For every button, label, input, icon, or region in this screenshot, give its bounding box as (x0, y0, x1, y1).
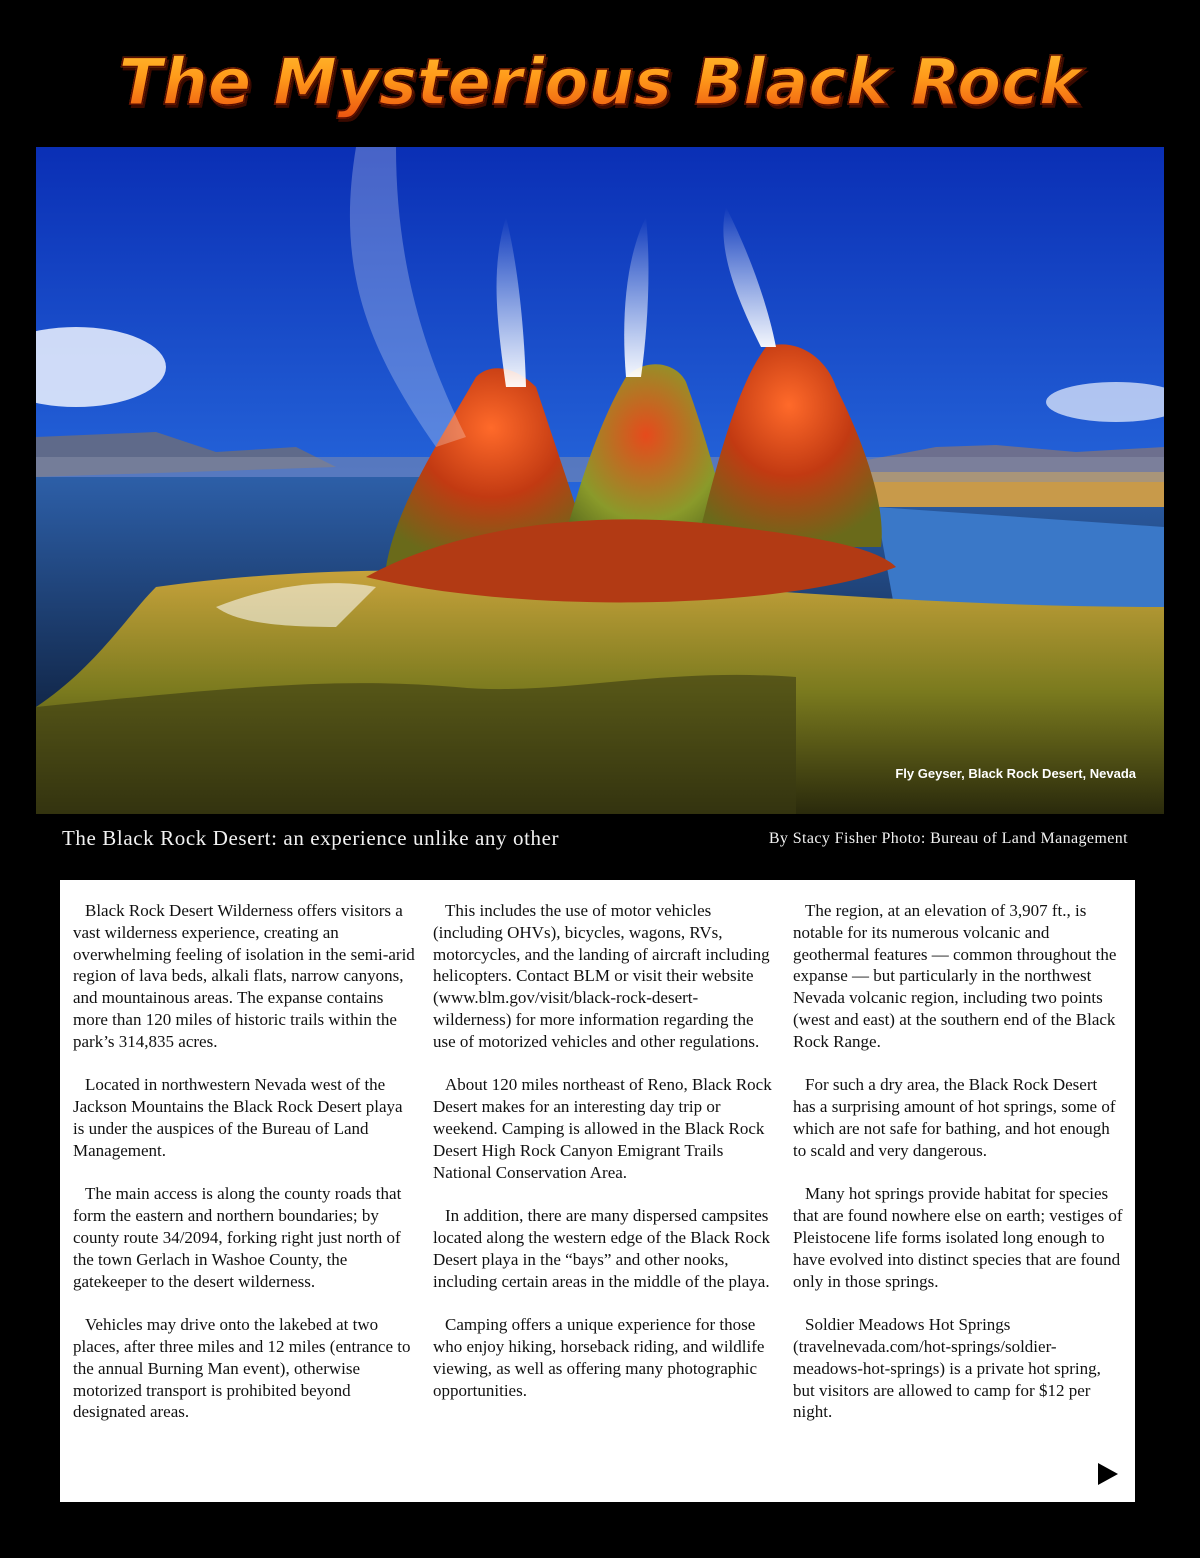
article-column-2 (433, 900, 775, 1423)
paragraph: Camping offers a unique experience for those who enjoy hiking, horseback riding, and wildlife viewing, as well as offering many photographic opportunities. (433, 1315, 765, 1400)
paragraph: Black Rock Desert Wilderness offers visitors a vast wilderness experience, creating an overwhelming feeling of isolation in the semi-arid region of lava beds, alkali flats, narrow canyons, and mountainous areas. The expanse contains more than 120 miles of historic trails within the park’s 314,835 acres. (73, 901, 415, 1051)
paragraph: Many hot springs provide habitat for species that are found nowhere else on earth; vestiges of Pleistocene life forms isolated long enough to have evolved into distinct species that are found only in those springs. (793, 1184, 1123, 1291)
tagline: The Black Rock Desert: an experience unlike any other (62, 826, 560, 850)
paragraph: In addition, there are many dispersed campsites located along the western edge of the Black Rock Desert playa in the “bays” and other nooks, including certain areas in the middle of the playa. (433, 1206, 771, 1291)
paragraph: The main access is along the county roads that form the eastern and northern boundaries; by county route 34/2094, forking right just north of the town Gerlach in Washoe County, the gatekeeper to the desert wilderness. (73, 1184, 402, 1291)
paragraph: Soldier Meadows Hot Springs (travelnevada.com/hot-springs/soldier-meadows-hot-springs) is a private hot spring, but visitors are allowed to camp for $12 per night. (793, 1315, 1101, 1422)
photo-caption: Fly Geyser, Black Rock Desert, Nevada (895, 766, 1136, 781)
paragraph: About 120 miles northeast of Reno, Black Rock Desert makes for an interesting day trip or weekend. Camping is allowed in the Black Rock Desert High Rock Canyon Emigrant Trails National Conservation Area. (433, 1075, 772, 1182)
article-column-1 (73, 900, 415, 1445)
photo-illustration (36, 147, 1164, 814)
next-page-arrow-icon[interactable] (1098, 1463, 1118, 1485)
paragraph: Vehicles may drive onto the lakebed at two places, after three miles and 12 miles (entrance to the annual Burning Man event), otherwise motorized transport is prohibited beyond designated areas. (73, 1315, 411, 1422)
fly-geyser-photo (36, 147, 1164, 814)
page-title: The Mysterious Black Rock (0, 28, 1200, 138)
paragraph: This includes the use of motor vehicles (including OHVs), bicycles, wagons, RVs, motorcycles, and the landing of aircraft including helicopters. Contact BLM or visit their website (www.blm.gov/visit/black-rock-desert-wilderness) for more information regarding the use of motorized vehicles and other regulations. (433, 901, 770, 1051)
article-body (60, 880, 1135, 1502)
paragraph: Located in northwestern Nevada west of the Jackson Mountains the Black Rock Desert playa is under the auspices of the Bureau of Land Management. (73, 1075, 403, 1160)
paragraph: For such a dry area, the Black Rock Desert has a surprising amount of hot springs, some of which are not safe for bathing, and hot enough to scald and very dangerous. (793, 1075, 1116, 1160)
article-column-3 (793, 900, 1123, 1445)
byline-credit: By Stacy Fisher Photo: Bureau of Land Management (768, 830, 1128, 847)
paragraph: The region, at an elevation of 3,907 ft., is notable for its numerous volcanic and geothermal features — common throughout the expanse — but particularly in the northwest Nevada volcanic region, including two points (west and east) at the southern end of the Black Rock Range. (793, 901, 1117, 1051)
